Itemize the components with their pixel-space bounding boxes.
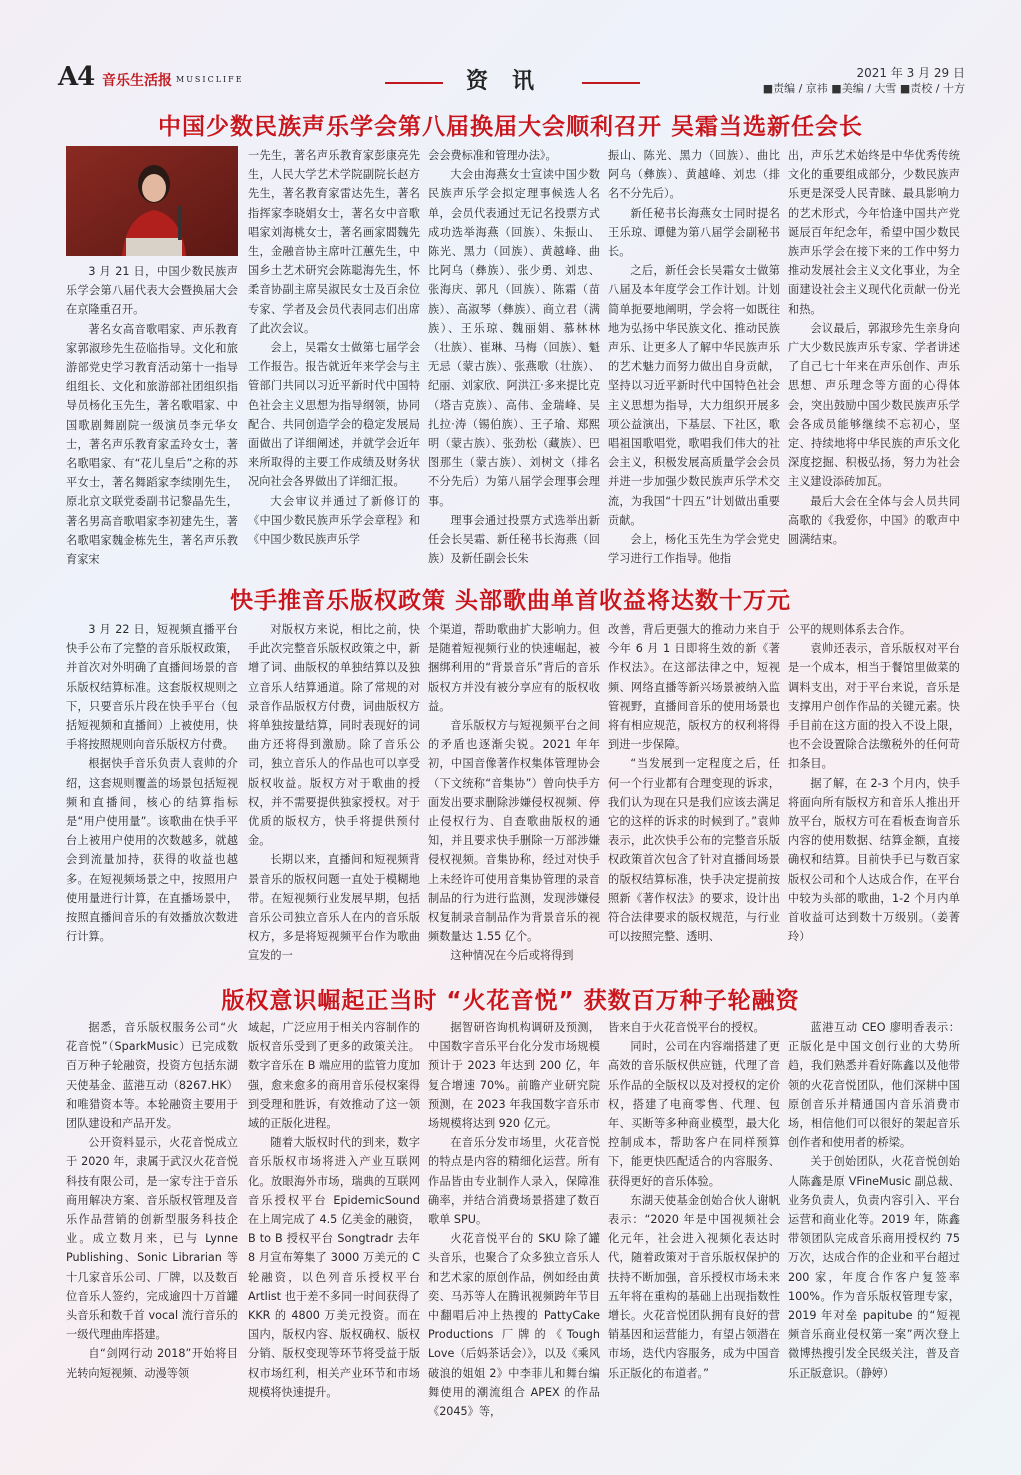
paragraph: 袁帅还表示，音乐版权对平台是一个成本，相当于餐馆里做菜的调料支出，对于平台来说，音乐是支撑用户创作作品的关键元素。快手目前在这方面的投入不设上限，也不会设置除合法缴税外的任何苛扣条目。 [788,642,960,771]
paragraph: 长期以来，直播间和短视频背景音乐的版权问题一直处于模糊地带。在短视频行业发展早期，包括音乐公司独立音乐人在内的音乐版权方，多是将短视频平台作为歌曲宣发的一 [248,853,420,963]
paragraph: 蓝港互动 CEO 廖明香表示：正版化是中国文创行业的大势所趋，我们熟悉并看好陈鑫以及他带领的火花音悦团队，他们深耕中国原创音乐并精通国内音乐消费市场，相信他们可以很好的架起音乐创作者和使用者的桥梁。 [788,1021,960,1150]
paragraph: 据了解，在 2-3 个月内，快手将面向所有版权方和音乐人推出开放平台，版权方可在看板查询音乐内容的使用数据、结算金额，直接确权和结算。目前快手已与数百家版权公司和个人达成合作，在平台中较为头部的歌曲，1-2 个月内单首收益可达到数十万级别。（姜菁玲） [788,776,960,944]
paragraph: 公平的规则体系去合作。 [788,623,912,636]
paragraph: 皆来自于火花音悦平台的授权。 [608,1021,765,1034]
paragraph: 根据快手音乐负责人袁帅的介绍，这套规则覆盖的场景包括短视频和直播间，核心的结算指标是“用户使用量”。该歌曲在快手平台上被用户使用的次数越多，就越会到流量加持，获得的收益也越多。在短视频场景之中，按照用户使用量进行计算，在直播场景中，按照直播间音乐的有效播放次数进行计算。 [66,757,238,944]
paragraph: 关于创始团队，火花音悦创始人陈鑫是原 VFineMusic 副总裁、业务负责人，负责内容引入、平台运营和商业化等。2019 年，陈鑫带领团队完成音乐商用授权约 75 万次，达成合作的企业和平台超过 200 家，年度合作客户复签率 100%。作为音乐版权管理专家，2019 年对垒 papitube 的“短视频音乐商业侵权第一案”两次登上微博热搜引发全民级关注，普及音乐正版意识。（静婷） [788,1155,960,1380]
article2-column-3 [428,620,600,972]
paragraph: 对版权方来说，相比之前，快手此次完整音乐版权政策之中，新增了词、曲版权的单独结算以及独立音乐人结算通道。除了常规的对录音作品版权方付费，词曲版权方将单独按量结算，同时表现好的词曲方还将得到激励。除了音乐公司，独立音乐人的作品也可以享受版权收益。版权方对于歌曲的授权，并不需要提供独家授权。对于优质的版权方，快手将提供预付金。 [248,623,420,848]
paragraph: 著名女高音歌唱家、声乐教育家郭淑珍先生莅临指导。文化和旅游部党史学习教育活动第十一指导组组长、文化和旅游部社团组织指导员杨化玉先生，著名歌唱家、中国歌剧舞剧院一级演员李元华女士，著名声乐教育家孟玲女士，著名歌唱家、有“花儿皇后”之称的苏平女士，著名舞蹈家李续刚先生，原北京文联党委副书记黎晶先生，著名男高音歌唱家李初建先生，著名歌唱家魏金栋先生，著名声乐教育家宋 [66,322,238,567]
paragraph: 随着大版权时代的到来，数字音乐版权市场将进入产业互联网化。放眼海外市场，瑞典的互联网音乐授权平台 EpidemicSound 在上周完成了 4.5 亿美金的融资，B to B 授权平台 Songtradr 去年 8 月宣布筹集了 3000 万美元的 C 轮融资，以色列音乐授权平台 Artlist 也于差不多同一时间获得了 KKR 的 4800 万美元投资。而在国内，版权内容、版权确权、版权分销、版权变现等环节将受益于版权市场红利，相关产业环节和市场规模将快速提升。 [248,1136,420,1399]
paragraph: 改善，背后更强大的推动力来自于今年 6 月 1 日即将生效的新《著作权法》。在这部法律之中，短视频、网络直播等新兴场景被纳入监管视野，直播间音乐的使用场景也将有相应规范，版权方的权利将得到进一步保障。 [608,623,780,752]
article2-column-4 [608,620,780,972]
article1-column-3 [428,146,600,568]
paragraph: 这种情况在今后或将得到 [450,949,574,963]
article1-column-4 [608,146,780,568]
paragraph: 会上，吴霜女士做第七届学会工作报告。报告就近年来学会与主管部门共同以习近平新时代中国特色社会主义思想为指导纲领，协同配合、共同创造学会的稳定发展局面做出了详细阐述，并就学会近年来所取得的主要工作成绩及财务状况向社会各界做出了详细汇报。 [248,341,420,489]
paragraph: 最后大会在全体与会人员共同高歌的《我爱你，中国》的歌声中圆满结束。 [788,494,960,547]
article1-column-2 [248,146,420,568]
article3-column-1 [66,1018,238,1410]
article3-column-4 [608,1018,780,1410]
article2-column-2 [248,620,420,972]
paragraph: 3 月 21 日，中国少数民族声乐学会第八届代表大会暨换届大会在京隆重召开。 [66,265,238,317]
paragraph: 东湖天使基金创始合伙人谢帆表示：“2020 年是中国视频社会化元年，社会进入视频化表达时代，随着政策对于音乐版权保护的扶持不断加强，音乐授权市场未来五年将在重构的基础上出现指数性增长。火花音悦团队拥有良好的营销基因和运营能力，有望占领潜在市场，迭代内容服务，成为中国音乐正版化的布道者。” [608,1193,780,1380]
article2-column-5 [788,620,960,972]
paragraph: 在音乐分发市场里，火花音悦的特点是内容的精细化运营。所有作品皆由专业制作人录入，保障准确率，并结合消费场景搭建了数百歌单 SPU。 [428,1136,600,1227]
paragraph: “当发展到一定程度之后，任何一个行业都有合理变现的诉求，我们认为现在只是我们应该去满足它的这样的诉求的时候到了。”袁帅表示，此次快手公布的完整音乐版权政策首次包含了针对直播间场景的版权结算标准，快手决定提前按照新《著作权法》的要求，设计出符合法律要求的版权规范，与行业可以按照完整、透明、 [608,757,780,944]
paragraph: 同时，公司在内容端搭建了更高效的音乐版权供应链，代理了音乐作品的全版权以及对授权的定价权，搭建了电商零售、代理、包年、买断等多种商业模型，最大化控制成本，帮助客户在同样预算下，能更快匹配适合的内容服务、获得更好的音乐体验。 [608,1040,780,1188]
section-title: 资讯 [465,68,558,94]
paragraph: 会议最后，郭淑珍先生亲身向广大少数民族声乐专家、学者讲述了自己七十年来在声乐创作、声乐思想、声乐理念等方面的心得体会，突出鼓励中国少数民族声乐学会各成员能够继续不忘初心，坚定、持续地将中华民族的声乐文化深度挖掘、积极弘扬，努力为社会主义建设添砖加瓦。 [788,321,960,489]
paragraph: 会会费标准和管理办法》。 [428,149,557,162]
paragraph: 理事会通过投票方式选举出新任会长吴霜、新任秘书长海燕（回族）及新任副会长朱 [428,513,600,566]
page-number: A4 [58,62,95,92]
section-rule-right [582,82,640,84]
editor-credits: ■责编 / 京祎 ■美编 / 大雪 ■责校 / 十方 [762,82,965,95]
paragraph: 公开资料显示，火花音悦成立于 2020 年，隶属于武汉火花音悦科技有限公司，是一家专注于音乐商用解决方案、音乐版权管理及音乐作品营销的创新型服务科技企业。成立数月来，已与 Lynne Publishing、Sonic Librarian 等十几家音乐公司、厂牌，以及数百位音乐人签约，完成逾四十万首罐头音乐和数千首 vocal 流行音乐的一级代理曲库搭建。 [66,1136,238,1342]
article2-column-1 [66,620,238,972]
newspaper-brand-english: MUSICLIFE [176,75,244,84]
paragraph: 会上，杨化玉先生为学会党史学习进行工作指导。他指 [608,533,780,566]
article3-column-5 [788,1018,960,1410]
speaker-photo-image [66,146,238,256]
issue-date: 2021 年 3 月 29 日 [856,66,965,80]
page-header [0,0,1021,100]
paragraph: 自“剑网行动 2018”开始将目光转向短视频、动漫等领 [66,1347,238,1380]
article1-photo [66,146,238,256]
paragraph: 据智研咨询机构调研及预测，中国数字音乐平台化分发市场规模预计于 2023 年达到 200 亿，年复合增速 70%。前瞻产业研究院预测，在 2023 年我国数字音乐市场规模将达到 920 亿元。 [428,1021,600,1131]
section-rule-left [385,82,443,84]
paragraph: 大会由海燕女士宣读中国少数民族声乐学会拟定理事候选人名单，会员代表通过无记名投票方式成功选举海燕（回族）、朱振山、陈光、黑力（回族）、黄越峰、曲比阿乌（彝族）、张少勇、刘忠、张海庆、郭凡（回族）、陈霜（苗族）、高淑琴（彝族）、商立君（满族）、王乐琼、魏丽娟、慕林林（壮族）、崔琳、马梅（回族）、魁无忌（蒙古族）、张燕歌（壮族）、纪丽、刘家欣、阿洪江·多来提比克（塔吉克族）、高伟、金瑞峰、吴扎拉·涛（锡伯族）、王子瑜、郑熙明（蒙古族）、张劲松（藏族）、巴图那生（蒙古族）、刘树文（排名不分先后）为第八届学会理事会理事。 [428,168,600,508]
paragraph: 之后，新任会长吴霜女士做第八届及本年度学会工作计划。计划简单扼要地阐明，学会将一如既往地为弘扬中华民族文化、推动民族声乐、让更多人了解中华民族声乐的艺术魅力而努力做出自身贡献，坚持以习近平新时代中国特色社会主义思想为指导，大力组织开展多项公益演出，下基层、下社区，歌唱祖国歌唱党，歌唱我们伟大的社会主义，积极发展高质量学会会员并进一步加强少数民族声乐学术交流，为我国“十四五”计划做出重要贡献。 [608,264,780,527]
article1-headline: 中国少数民族声乐学会第八届换届大会顺利召开 吴霜当选新任会长 [157,114,863,140]
paragraph: 火花音悦平台的 SKU 除了罐头音乐，也聚合了众多独立音乐人和艺术家的原创作品，例如经由黄奕、马苏等人在腾讯视频跨年节目中翻唱后冲上热搜的 PattyCake Productions 厂牌的《Tough Love（后妈茶话会）》，以及《乘风破浪的姐姐 2》中李菲儿和舞台编舞使用的潮流组合 APEX 的作品《2045》等， [428,1232,600,1419]
paragraph: 个渠道，帮助歌曲扩大影响力。但是随着短视频行业的快速崛起，被捆绑利用的“背景音乐”背后的音乐版权方并没有被分享应有的版权收益。 [428,623,600,713]
paragraph: 振山、陈光、黑力（回族）、曲比阿乌（彝族）、黄越峰、刘忠（排名不分先后）。 [608,149,780,201]
newspaper-brand: 音乐生活报 [102,73,172,89]
paragraph: 出，声乐艺术始终是中华优秀传统文化的重要组成部分，少数民族声乐更是深受人民青睐、最具影响力的艺术形式，今年恰逢中国共产党诞辰百年纪念年，希望中国少数民族声乐学会在接下来的工作中努力推动发展社会主义文化事业，为全面建设社会主义现代化贡献一份光和热。 [788,149,960,316]
article3-headline: 版权意识崛起正当时 “火花音悦” 获数百万种子轮融资 [221,988,800,1014]
article1-column-1 [66,262,238,568]
article2-headline: 快手推音乐版权政策 头部歌曲单首收益将达数十万元 [229,588,791,614]
paragraph: 音乐版权方与短视频平台之间的矛盾也逐渐尖锐。2021 年年初，中国音像著作权集体管理协会（下文统称“音集协”）曾向快手方面发出要求删除涉嫌侵权视频、停止侵权行为、自查歌曲版权的通知，并且要求快手删除一万部涉嫌侵权视频。音集协称，经过对快手上未经许可使用音集协管理的录音制品的行为进行监测，发现涉嫌侵权复制录音制品作为背景音乐的视频数量达 1.55 亿个。 [428,719,600,944]
paragraph: 据悉，音乐版权服务公司“火花音悦”（SparkMusic）已完成数百万种子轮融资，投资方包括东湖天使基金、蓝港互动（8267.HK）和唯猎资本等。本轮融资主要用于团队建设和产品开发。 [66,1021,238,1131]
article3-column-2 [248,1018,420,1410]
article1-column-5 [788,146,960,568]
paragraph: 大会审议并通过了新修订的《中国少数民族声乐学会章程》和《中国少数民族声乐学 [248,494,420,547]
paragraph: 新任秘书长海燕女士同时提名王乐琼、谭健为第八届学会副秘书长。 [608,206,780,259]
article3-column-3 [428,1018,600,1419]
paragraph: 域起，广泛应用于相关内容制作的版权音乐受到了更多的政策关注。数字音乐在 B 端应用的监管力度加强，愈来愈多的商用音乐侵权案得到受理和胜诉，有效推动了这一领域的正版化进程。 [248,1021,420,1131]
paragraph: 一先生，著名声乐教育家彭康亮先生，人民大学艺术学院副院长赵方先生，著名教育家雷达先生，著名指挥家李晓娟女士，著名女中音歌唱家刘海桃女士，著名画家閻魏先生，金融音协主席叶江蕙先生，中国乡土艺术研究会陈聪海先生，怀柔音协副主席吴淑民女士及百余位专家、学者及会员代表同志们出席了此次会议。 [248,149,420,335]
paragraph: 3 月 22 日，短视频直播平台快手公布了完整的音乐版权政策，并首次对外明确了直播间场景的音乐版权结算标准。这套版权规则之下，只要音乐片段在快手平台（包括短视频和直播间）上被使用，快手将按照规则向音乐版权方付费。 [66,623,238,752]
